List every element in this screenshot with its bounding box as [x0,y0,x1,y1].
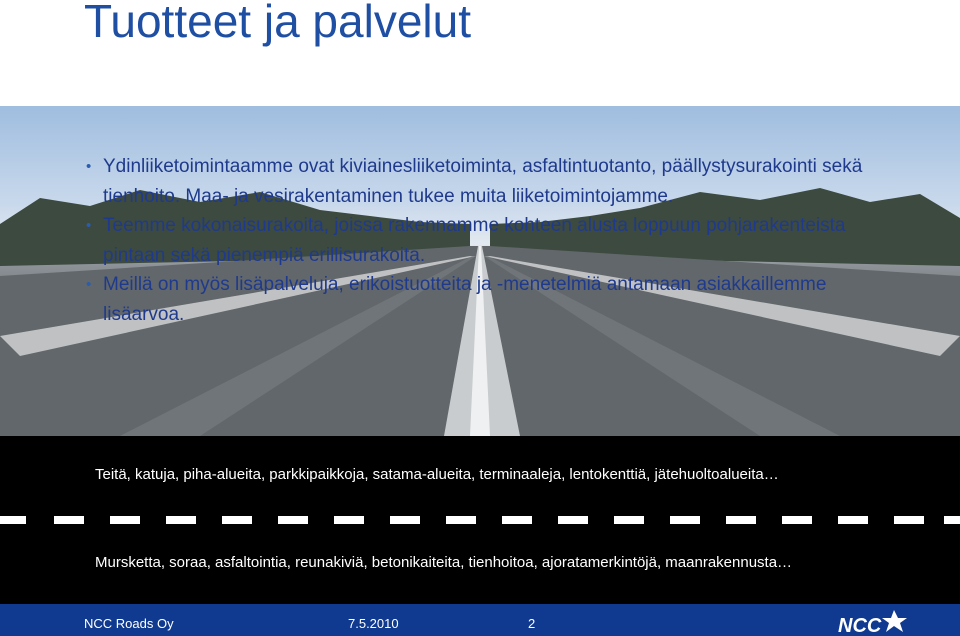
lane-dash [726,516,756,524]
bullet-dot-icon: • [86,158,92,175]
lane-dash [54,516,84,524]
lane-dash [222,516,252,524]
lane-dash [0,516,26,524]
logo-text: NCC [838,615,882,636]
lane-dash [944,516,960,524]
logo-star-icon [882,610,907,632]
lane-dash [446,516,476,524]
lane-dash [166,516,196,524]
footer-date: 7.5.2010 [348,616,399,631]
ncc-logo-icon [836,608,910,636]
bullet-item: • Teemme kokonaisurakoita, joissa rakennamme kohteen alusta loppuun pohjarakenteista pintaan sekä pienempiä erillisurakoita. [86,211,906,270]
slide-title: Tuotteet ja palvelut [84,0,471,47]
bullet-list [86,152,906,329]
lane-dash [894,516,924,524]
lane-dash [334,516,364,524]
footer-page-number: 2 [528,616,536,631]
bullet-item: • Meillä on myös lisäpalveluja, erikoistuotteita ja -menetelmiä antamaan asiakkaillemme lisäarvoa. [86,270,906,329]
lane-dash [782,516,812,524]
lane-dash [614,516,644,524]
lane-dash [502,516,532,524]
footer-company: NCC Roads Oy [84,616,174,631]
lane-dash [390,516,420,524]
lane-dash [558,516,588,524]
lane-dash [278,516,308,524]
band-line-top: Teitä, katuja, piha-alueita, parkkipaikkoja, satama-alueita, terminaaleja, lentokenttiä, jätehuoltoalueita… [95,466,779,483]
lane-dash [110,516,140,524]
footer-bar [0,604,960,636]
bullet-dot-icon: • [86,276,92,293]
bullet-dot-icon: • [86,217,92,234]
lane-dash [838,516,868,524]
band-line-bottom: Mursketta, soraa, asfaltointia, reunakiviä, betonikaiteita, tienhoitoa, ajoratamerkintöjä, maanrakennusta… [95,554,793,571]
bullet-item: • Ydinliiketoimintaamme ovat kiviainesliiketoiminta, asfaltintuotanto, päällystysurakointi sekä tienhoito. Maa- ja vesirakentaminen tukee muita liiketoimintojamme. [86,152,906,211]
lane-dash [670,516,700,524]
lane-dashes [0,516,960,526]
